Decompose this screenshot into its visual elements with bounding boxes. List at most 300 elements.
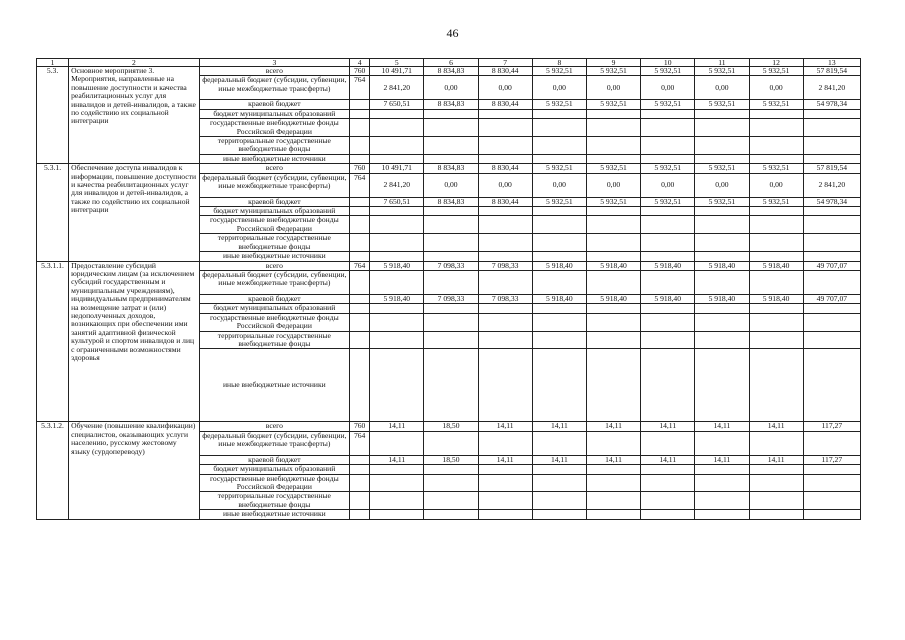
value-cell: 0,00 xyxy=(695,173,749,197)
col-header: 3 xyxy=(199,59,350,67)
funding-source-regional: краевой бюджет xyxy=(199,294,350,303)
funding-source-other: иные внебюджетные источники xyxy=(199,349,350,422)
value-cell xyxy=(532,474,586,492)
funding-source-municipal: бюджет муниципальных образований xyxy=(199,109,350,118)
value-cell: 2 841,20 xyxy=(803,76,860,100)
value-cell: 0,00 xyxy=(749,76,803,100)
col-header: 12 xyxy=(749,59,803,67)
value-cell: 5 918,40 xyxy=(749,261,803,270)
value-cell: 8 830,44 xyxy=(478,197,532,206)
value-cell xyxy=(370,207,424,216)
value-cell: 5 932,51 xyxy=(695,100,749,109)
value-cell xyxy=(370,431,424,455)
funding-source-municipal: бюджет муниципальных образований xyxy=(199,465,350,474)
item-description: Обеспечение доступа инвалидов к информации, повышение доступности и качества реабилитационных услуг для инвалидов и детей-инвалидов, а также по содействию их социальной интеграции xyxy=(69,164,199,261)
value-cell xyxy=(532,270,586,294)
item-number: 5.3.1.1. xyxy=(37,261,69,422)
value-cell: 10 491,71 xyxy=(370,67,424,76)
value-cell: 5 918,40 xyxy=(695,294,749,303)
value-cell xyxy=(424,474,478,492)
value-cell xyxy=(586,465,640,474)
value-cell xyxy=(370,465,424,474)
header-row xyxy=(37,59,861,67)
value-cell: 5 932,51 xyxy=(749,67,803,76)
value-cell xyxy=(532,109,586,118)
value-cell: 8 834,83 xyxy=(424,67,478,76)
value-cell: 14,11 xyxy=(478,455,532,464)
value-cell: 7 098,33 xyxy=(424,294,478,303)
value-cell xyxy=(749,109,803,118)
funding-source-state-funds: государственные внебюджетные фонды Российской Федерации xyxy=(199,216,350,234)
value-cell: 8 834,83 xyxy=(424,100,478,109)
value-cell xyxy=(695,207,749,216)
budget-code xyxy=(350,109,370,118)
value-cell xyxy=(586,109,640,118)
funding-source-other: иные внебюджетные источники xyxy=(199,154,350,163)
table-row xyxy=(37,422,861,431)
value-cell: 5 932,51 xyxy=(586,67,640,76)
value-cell xyxy=(695,492,749,510)
value-cell xyxy=(586,252,640,261)
budget-code: 760 xyxy=(350,164,370,173)
value-cell xyxy=(478,465,532,474)
value-cell xyxy=(641,304,695,313)
value-cell xyxy=(641,137,695,155)
value-cell xyxy=(478,313,532,331)
value-cell xyxy=(532,492,586,510)
value-cell: 5 932,51 xyxy=(586,197,640,206)
value-cell xyxy=(749,510,803,519)
value-cell xyxy=(695,216,749,234)
value-cell xyxy=(749,474,803,492)
budget-code xyxy=(350,492,370,510)
value-cell xyxy=(478,154,532,163)
item-description: Основное мероприятие 3. Мероприятия, направленные на повышение доступности и качества реабилитационных услуг для инвалидов и детей-инвалидов, а также по содействию их социальной интеграции xyxy=(69,67,199,164)
value-cell: 14,11 xyxy=(532,455,586,464)
value-cell xyxy=(478,492,532,510)
value-cell xyxy=(532,304,586,313)
value-cell xyxy=(749,119,803,137)
value-cell: 5 932,51 xyxy=(586,100,640,109)
value-cell xyxy=(641,349,695,422)
value-cell xyxy=(641,252,695,261)
value-cell: 18,50 xyxy=(424,455,478,464)
value-cell: 5 932,51 xyxy=(641,67,695,76)
budget-code xyxy=(350,119,370,137)
value-cell: 14,11 xyxy=(478,422,532,431)
budget-code xyxy=(350,207,370,216)
col-header: 6 xyxy=(424,59,478,67)
budget-code: 760 xyxy=(350,67,370,76)
value-cell xyxy=(803,234,860,252)
value-cell xyxy=(641,492,695,510)
value-cell xyxy=(749,349,803,422)
value-cell xyxy=(532,510,586,519)
value-cell: 5 918,40 xyxy=(586,294,640,303)
value-cell xyxy=(803,207,860,216)
value-cell: 0,00 xyxy=(695,76,749,100)
value-cell: 49 707,07 xyxy=(803,261,860,270)
value-cell xyxy=(749,154,803,163)
value-cell: 2 841,20 xyxy=(370,173,424,197)
value-cell: 117,27 xyxy=(803,422,860,431)
value-cell: 7 098,33 xyxy=(478,294,532,303)
value-cell: 5 932,51 xyxy=(695,67,749,76)
value-cell xyxy=(749,270,803,294)
value-cell: 7 098,33 xyxy=(478,261,532,270)
value-cell xyxy=(803,465,860,474)
value-cell xyxy=(424,207,478,216)
value-cell: 14,11 xyxy=(370,455,424,464)
value-cell xyxy=(370,474,424,492)
value-cell xyxy=(586,304,640,313)
value-cell xyxy=(424,304,478,313)
value-cell xyxy=(749,234,803,252)
value-cell: 5 932,51 xyxy=(641,164,695,173)
value-cell xyxy=(532,252,586,261)
value-cell xyxy=(478,234,532,252)
value-cell xyxy=(803,154,860,163)
budget-code xyxy=(350,313,370,331)
value-cell: 7 650,51 xyxy=(370,197,424,206)
value-cell xyxy=(532,465,586,474)
value-cell xyxy=(478,252,532,261)
value-cell xyxy=(749,313,803,331)
value-cell xyxy=(803,304,860,313)
value-cell xyxy=(586,270,640,294)
budget-table xyxy=(36,58,861,520)
budget-code: 764 xyxy=(350,173,370,197)
value-cell: 0,00 xyxy=(532,173,586,197)
value-cell xyxy=(370,510,424,519)
value-cell: 8 834,83 xyxy=(424,164,478,173)
budget-code xyxy=(350,216,370,234)
value-cell xyxy=(370,119,424,137)
col-header: 1 xyxy=(37,59,69,67)
value-cell xyxy=(749,137,803,155)
value-cell xyxy=(478,304,532,313)
value-cell xyxy=(749,331,803,349)
value-cell: 5 918,40 xyxy=(532,261,586,270)
value-cell xyxy=(424,234,478,252)
value-cell xyxy=(803,474,860,492)
value-cell xyxy=(586,492,640,510)
value-cell: 10 491,71 xyxy=(370,164,424,173)
funding-source-municipal: бюджет муниципальных образований xyxy=(199,207,350,216)
value-cell xyxy=(695,109,749,118)
value-cell xyxy=(695,313,749,331)
value-cell xyxy=(478,474,532,492)
value-cell xyxy=(695,304,749,313)
value-cell xyxy=(586,474,640,492)
value-cell xyxy=(749,431,803,455)
value-cell: 57 819,54 xyxy=(803,164,860,173)
budget-code xyxy=(350,100,370,109)
value-cell xyxy=(424,331,478,349)
value-cell xyxy=(424,270,478,294)
budget-code xyxy=(350,270,370,294)
value-cell xyxy=(478,349,532,422)
budget-code: 764 xyxy=(350,431,370,455)
value-cell xyxy=(641,431,695,455)
funding-source-state-funds: государственные внебюджетные фонды Российской Федерации xyxy=(199,119,350,137)
funding-source-federal: федеральный бюджет (субсидии, субвенции, иные межбюджетные трансферты) xyxy=(199,173,350,197)
value-cell: 2 841,20 xyxy=(803,173,860,197)
value-cell xyxy=(749,465,803,474)
value-cell: 5 918,40 xyxy=(641,294,695,303)
value-cell xyxy=(803,313,860,331)
funding-source-territorial-funds: территориальные государственные внебюджетные фонды xyxy=(199,331,350,349)
budget-code xyxy=(350,197,370,206)
budget-code xyxy=(350,455,370,464)
value-cell: 54 978,34 xyxy=(803,100,860,109)
value-cell: 57 819,54 xyxy=(803,67,860,76)
value-cell xyxy=(532,431,586,455)
value-cell: 7 650,51 xyxy=(370,100,424,109)
value-cell xyxy=(478,109,532,118)
value-cell xyxy=(695,137,749,155)
value-cell xyxy=(803,252,860,261)
funding-source-regional: краевой бюджет xyxy=(199,455,350,464)
budget-code xyxy=(350,304,370,313)
value-cell xyxy=(370,234,424,252)
value-cell: 14,11 xyxy=(749,422,803,431)
value-cell: 5 932,51 xyxy=(532,197,586,206)
col-header: 10 xyxy=(641,59,695,67)
value-cell: 5 918,40 xyxy=(749,294,803,303)
value-cell xyxy=(532,234,586,252)
value-cell: 14,11 xyxy=(695,455,749,464)
value-cell: 14,11 xyxy=(641,455,695,464)
value-cell: 14,11 xyxy=(586,455,640,464)
value-cell xyxy=(803,109,860,118)
value-cell xyxy=(370,216,424,234)
value-cell xyxy=(803,119,860,137)
value-cell xyxy=(749,492,803,510)
value-cell xyxy=(695,154,749,163)
value-cell xyxy=(370,304,424,313)
budget-code xyxy=(350,331,370,349)
value-cell xyxy=(478,510,532,519)
funding-source-total: всего xyxy=(199,422,350,431)
item-number: 5.3. xyxy=(37,67,69,164)
budget-code: 764 xyxy=(350,261,370,270)
value-cell xyxy=(803,137,860,155)
value-cell: 117,27 xyxy=(803,455,860,464)
value-cell: 0,00 xyxy=(586,76,640,100)
value-cell xyxy=(749,304,803,313)
funding-source-regional: краевой бюджет xyxy=(199,100,350,109)
value-cell: 8 830,44 xyxy=(478,164,532,173)
value-cell: 5 918,40 xyxy=(695,261,749,270)
value-cell xyxy=(370,313,424,331)
item-number: 5.3.1. xyxy=(37,164,69,261)
funding-source-regional: краевой бюджет xyxy=(199,197,350,206)
value-cell xyxy=(586,137,640,155)
value-cell xyxy=(586,207,640,216)
value-cell xyxy=(424,109,478,118)
budget-code: 764 xyxy=(350,76,370,100)
value-cell: 14,11 xyxy=(641,422,695,431)
funding-source-other: иные внебюджетные источники xyxy=(199,510,350,519)
value-cell: 14,11 xyxy=(749,455,803,464)
value-cell: 5 932,51 xyxy=(532,67,586,76)
value-cell xyxy=(586,119,640,137)
budget-code xyxy=(350,465,370,474)
value-cell: 5 918,40 xyxy=(532,294,586,303)
funding-source-territorial-funds: территориальные государственные внебюджетные фонды xyxy=(199,234,350,252)
budget-code xyxy=(350,234,370,252)
value-cell: 0,00 xyxy=(532,76,586,100)
value-cell xyxy=(370,252,424,261)
value-cell xyxy=(478,270,532,294)
col-header: 11 xyxy=(695,59,749,67)
value-cell xyxy=(370,109,424,118)
budget-code xyxy=(350,137,370,155)
value-cell: 0,00 xyxy=(478,76,532,100)
value-cell xyxy=(424,154,478,163)
item-description: Обучение (повышение квалификации) специалистов, оказывающих услуги населению, русскому жестовому языку (сурдопереводу) xyxy=(69,422,199,519)
funding-source-federal: федеральный бюджет (субсидии, субвенции, иные межбюджетные трансферты) xyxy=(199,431,350,455)
value-cell xyxy=(532,349,586,422)
value-cell: 0,00 xyxy=(641,76,695,100)
value-cell xyxy=(478,331,532,349)
value-cell xyxy=(424,252,478,261)
value-cell xyxy=(695,431,749,455)
value-cell xyxy=(641,216,695,234)
value-cell xyxy=(424,137,478,155)
value-cell xyxy=(803,349,860,422)
value-cell xyxy=(586,349,640,422)
value-cell: 8 830,44 xyxy=(478,67,532,76)
value-cell: 5 932,51 xyxy=(532,164,586,173)
budget-code xyxy=(350,154,370,163)
value-cell xyxy=(803,331,860,349)
col-header: 13 xyxy=(803,59,860,67)
funding-source-territorial-funds: территориальные государственные внебюджетные фонды xyxy=(199,492,350,510)
funding-source-state-funds: государственные внебюджетные фонды Российской Федерации xyxy=(199,313,350,331)
page-number: 46 xyxy=(446,26,459,40)
value-cell xyxy=(586,331,640,349)
value-cell xyxy=(641,119,695,137)
value-cell: 5 932,51 xyxy=(749,164,803,173)
value-cell: 2 841,20 xyxy=(370,76,424,100)
value-cell xyxy=(370,331,424,349)
value-cell xyxy=(641,109,695,118)
value-cell: 5 918,40 xyxy=(641,261,695,270)
value-cell xyxy=(478,216,532,234)
budget-code xyxy=(350,510,370,519)
value-cell: 5 918,40 xyxy=(370,261,424,270)
value-cell xyxy=(586,216,640,234)
col-header: 2 xyxy=(69,59,199,67)
value-cell: 0,00 xyxy=(424,76,478,100)
value-cell xyxy=(478,431,532,455)
value-cell: 14,11 xyxy=(370,422,424,431)
value-cell: 5 932,51 xyxy=(695,197,749,206)
value-cell xyxy=(641,207,695,216)
value-cell: 8 834,83 xyxy=(424,197,478,206)
value-cell xyxy=(370,492,424,510)
value-cell xyxy=(424,216,478,234)
budget-code xyxy=(350,294,370,303)
value-cell xyxy=(695,252,749,261)
value-cell xyxy=(695,270,749,294)
value-cell xyxy=(695,331,749,349)
budget-code: 760 xyxy=(350,422,370,431)
value-cell xyxy=(641,465,695,474)
value-cell xyxy=(532,119,586,137)
value-cell xyxy=(478,137,532,155)
budget-code xyxy=(350,474,370,492)
value-cell xyxy=(478,207,532,216)
col-header: 5 xyxy=(370,59,424,67)
value-cell xyxy=(424,313,478,331)
value-cell: 18,50 xyxy=(424,422,478,431)
value-cell xyxy=(424,510,478,519)
value-cell xyxy=(478,119,532,137)
item-number: 5.3.1.2. xyxy=(37,422,69,519)
value-cell: 0,00 xyxy=(478,173,532,197)
col-header: 9 xyxy=(586,59,640,67)
funding-source-federal: федеральный бюджет (субсидии, субвенции, иные межбюджетные трансферты) xyxy=(199,270,350,294)
value-cell: 14,11 xyxy=(586,422,640,431)
value-cell xyxy=(424,465,478,474)
value-cell xyxy=(586,234,640,252)
value-cell xyxy=(424,492,478,510)
value-cell: 5 932,51 xyxy=(749,197,803,206)
value-cell xyxy=(532,216,586,234)
value-cell: 0,00 xyxy=(424,173,478,197)
value-cell: 8 830,44 xyxy=(478,100,532,109)
funding-source-total: всего xyxy=(199,67,350,76)
value-cell xyxy=(641,154,695,163)
value-cell xyxy=(641,270,695,294)
value-cell xyxy=(749,216,803,234)
value-cell xyxy=(641,313,695,331)
item-description: Предоставление субсидий юридическим лицам (за исключением субсидий государственным и муниципальным учреждениям), индивидуальным предпринимателям на возмещение затрат и (или) недополученных доходов, возникающих при обеспечении ими занятий адаптивной физической культурой и спортом инвалидов и лиц с ограниченными возможностями здоровья xyxy=(69,261,199,422)
value-cell xyxy=(749,207,803,216)
value-cell xyxy=(803,216,860,234)
value-cell: 5 918,40 xyxy=(586,261,640,270)
value-cell: 5 918,40 xyxy=(370,294,424,303)
funding-source-territorial-funds: территориальные государственные внебюджетные фонды xyxy=(199,137,350,155)
value-cell xyxy=(641,331,695,349)
funding-source-other: иные внебюджетные источники xyxy=(199,252,350,261)
table-row xyxy=(37,67,861,76)
value-cell: 5 932,51 xyxy=(532,100,586,109)
value-cell xyxy=(641,510,695,519)
value-cell: 14,11 xyxy=(532,422,586,431)
value-cell: 5 932,51 xyxy=(641,197,695,206)
value-cell xyxy=(803,270,860,294)
value-cell xyxy=(586,431,640,455)
col-header: 7 xyxy=(478,59,532,67)
value-cell: 49 707,07 xyxy=(803,294,860,303)
value-cell: 14,11 xyxy=(695,422,749,431)
value-cell xyxy=(803,431,860,455)
value-cell xyxy=(695,349,749,422)
value-cell xyxy=(532,137,586,155)
value-cell: 54 978,34 xyxy=(803,197,860,206)
value-cell xyxy=(586,510,640,519)
value-cell xyxy=(370,349,424,422)
value-cell xyxy=(370,154,424,163)
value-cell xyxy=(695,234,749,252)
value-cell xyxy=(424,119,478,137)
value-cell xyxy=(532,331,586,349)
value-cell: 0,00 xyxy=(641,173,695,197)
